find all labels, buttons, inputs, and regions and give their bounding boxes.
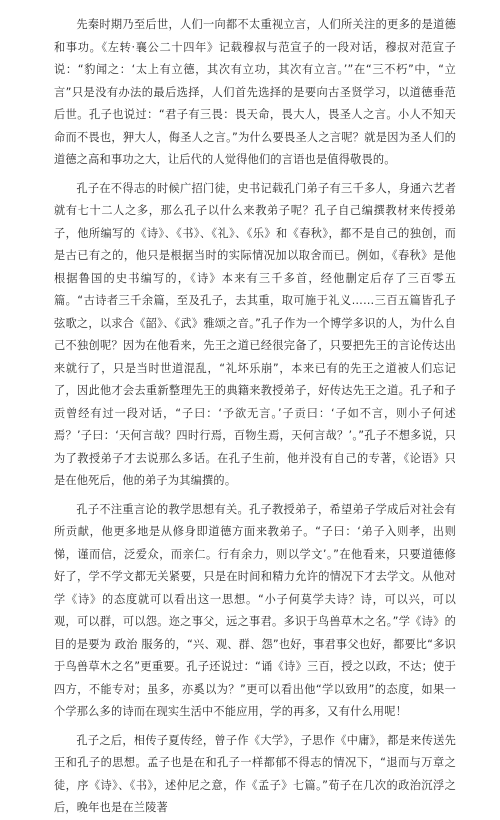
paragraph: 孔子不注重言论的教学思想有关。孔子教授弟子，希望弟子学成后对社会有所贡献，他更多地是从修身即道德方面来教弟子。“子曰：‘弟子入则孝，出则悌，谨而信，泛爱众，而亲仁。行有余力，则以学文’。”在他看来，只要道德修好了，学不学文都无关紧要，只是在时间和精力允许的情况下才去学文。从他对学《诗》的态度就可以看出这一思想。“小子何莫学夫诗？诗，可以兴，可以观，可以群，可以怨。迩之事父，远之事君。多识于鸟兽草木之名。”学《诗》的目的是要为 政治 服务的，“兴、观、群、怨”也好，事君事父也好，都要比“多识于鸟兽草木之名”更重要。孔子还说过：“诵《诗》三百，授之以政，不达；使于四方，不能专对；虽多，亦奚以为？”更可以看出他“学以致用”的态度，如果一个学那么多的诗而在现实生活中不能应用，学的再多，又有什么用呢！ (54, 502, 456, 718)
paragraph: 孔子之后，相传子夏传经，曾子作《大学》，子思作《中庸》，都是来传送先王和孔子的思想。孟子也是在和孔子一样都郁不得志的情况下，“退而与万章之徒，序《诗》、《书》，述仲尼之意，作《孟子》七篇。”荀子在几次的政治沉浮之后，晚年也是在兰陵著 (54, 733, 456, 814)
paragraph: 孔子在不得志的时候广招门徒，史书记载孔门弟子有三千多人，身通六艺者就有七十二人之多，那么孔子以什么来教弟子呢？孔子自己编撰教材来传授弟子，他所编写的《诗》、《书》、《礼》、《乐》和《春秋》，都不是自己的独创，而是古已有之的，他只是根据当时的实际情况加以取舍而已。例如，《春秋》是他根据鲁国的史书编写的，《诗》本来有三千多首，经他删定后存了三百零五篇。“古诗者三千余篇，至及孔子，去其重，取可施于礼义……三百五篇皆孔子弦歌之，以求合《韶》、《武》雅颂之音。”孔子作为一个博学多识的人，为什么自己不独创呢？因为在他看来，先王之道已经很完备了，只要把先王的言论传达出来就行了，只是当时世道混乱，“礼坏乐崩”，本来已有的先王之道被人们忘记了，因此他才会去重新整理先王的典籍来教授弟子，好传达先王之道。孔子和子贡曾经有过一段对话，“子曰：‘予欲无言。’子贡曰：‘子如不言，则小子何述焉？’子曰：‘天何言哉？四时行焉，百物生焉，天何言哉？’。”孔子不想多说，只为了教授弟子才去说那么多话。在孔子生前，他并没有自己的专著，《论语》只是在他死后，他的弟子为其编撰的。 (54, 181, 456, 487)
paragraph: 先秦时期乃至后世，人们一向都不太重视立言，人们所关注的更多的是道德和事功。《左转·襄公二十四年》记载穆叔与范宣子的一段对话，穆叔对范宣子说：“豹闻之：‘太上有立德，其次有立功，其次有立言。’”在“三不朽”中，“立言”只是没有办法的最后选择，人们首先选择的是要向古圣贤学习，以道德垂范后世。孔子也说过：“君子有三畏：畏天命，畏大人，畏圣人之言。小人不知天命而不畏也，狎大人，侮圣人之言。”为什么要畏圣人之言呢？就是因为圣人们的道德之高和事功之大，让后代的人觉得他们的言语也是值得敬畏的。 (54, 18, 456, 166)
